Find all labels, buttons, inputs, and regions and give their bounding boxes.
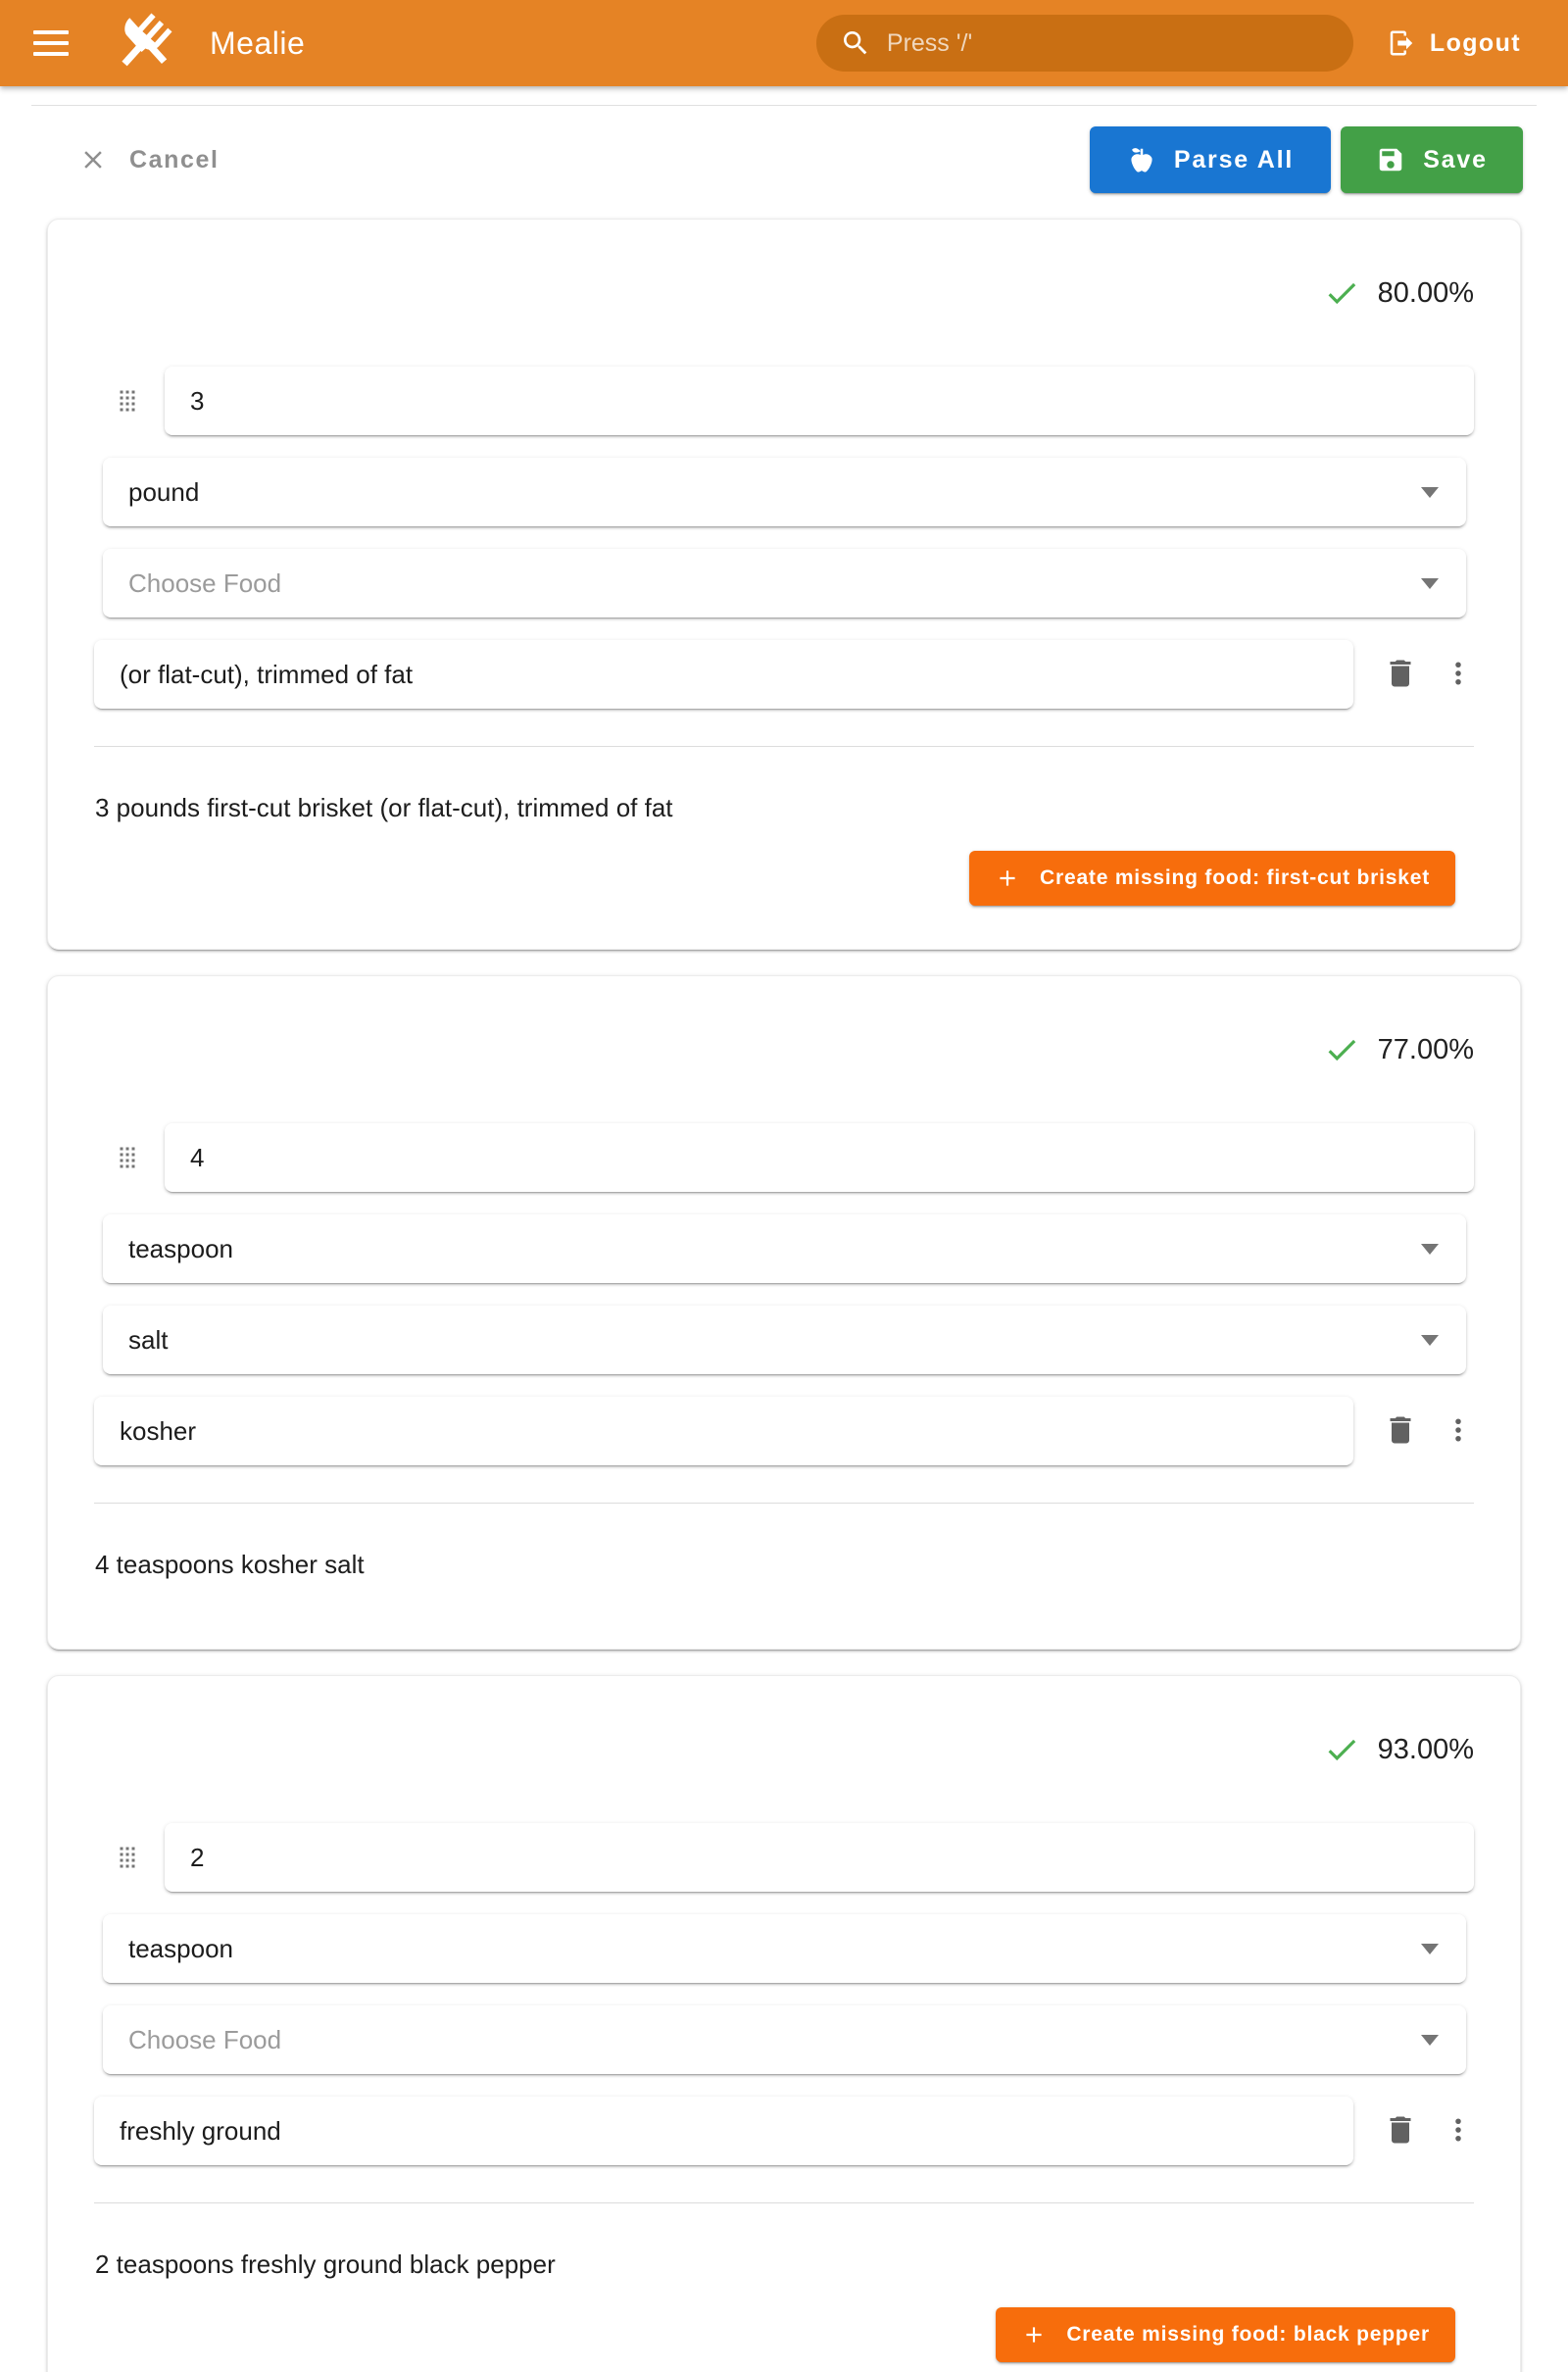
save-label: Save [1423, 145, 1488, 173]
card-divider [94, 2202, 1474, 2203]
trash-icon [1383, 1412, 1418, 1448]
cancel-button[interactable] [78, 145, 220, 174]
unit-select[interactable] [103, 458, 1466, 526]
quantity-input[interactable] [165, 1123, 1474, 1192]
create-food-row [48, 851, 1455, 906]
parse-all-label: Parse All [1173, 145, 1295, 173]
more-options-button[interactable] [1444, 659, 1473, 691]
menu-down-icon [1421, 2035, 1439, 2046]
apple-icon [1127, 145, 1156, 174]
check-icon [1323, 274, 1360, 312]
confidence-value: 93.00% [1377, 1733, 1474, 1765]
food-select-row [103, 1306, 1466, 1374]
original-ingredient-text: 4 teaspoons kosher salt [95, 1550, 365, 1579]
create-food-row [48, 2307, 1455, 2362]
kebab-menu-icon [1444, 2115, 1473, 2145]
drag-handle-icon[interactable] [110, 383, 145, 419]
confidence-row [48, 274, 1474, 312]
logout-icon [1387, 28, 1416, 58]
unit-select-row [103, 1914, 1466, 1983]
unit-select-row [103, 1214, 1466, 1283]
delete-ingredient-button[interactable] [1383, 1412, 1418, 1451]
create-missing-food-button[interactable] [996, 2307, 1455, 2362]
unit-select[interactable] [103, 1914, 1466, 1983]
food-select[interactable] [103, 2005, 1466, 2074]
delete-ingredient-button[interactable] [1383, 2112, 1418, 2150]
app-header [0, 0, 1568, 86]
food-select[interactable] [103, 549, 1466, 618]
menu-icon[interactable] [33, 30, 69, 56]
menu-down-icon [1421, 1244, 1439, 1255]
note-row [94, 1397, 1473, 1465]
parser-toolbar [78, 126, 1523, 193]
confidence-row [48, 1031, 1474, 1068]
food-select[interactable] [103, 1306, 1466, 1374]
trash-icon [1383, 656, 1418, 691]
unit-select[interactable] [103, 1214, 1466, 1283]
menu-down-icon [1421, 578, 1439, 589]
more-options-button[interactable] [1444, 2115, 1473, 2148]
menu-down-icon [1421, 1335, 1439, 1346]
quantity-input[interactable] [165, 367, 1474, 435]
kebab-menu-icon [1444, 1415, 1473, 1445]
more-options-button[interactable] [1444, 1415, 1473, 1448]
card-divider [94, 1503, 1474, 1504]
check-icon [1323, 1731, 1360, 1768]
note-input[interactable] [94, 2097, 1353, 2165]
card-divider [94, 746, 1474, 747]
parse-all-button[interactable] [1090, 126, 1331, 193]
kebab-menu-icon [1444, 659, 1473, 688]
menu-down-icon [1421, 1944, 1439, 1954]
note-input[interactable] [94, 640, 1353, 709]
ingredient-card [47, 975, 1521, 1650]
save-button[interactable] [1341, 126, 1523, 193]
create-missing-food-button[interactable] [969, 851, 1455, 906]
plus-icon [1021, 2322, 1047, 2347]
drag-handle-icon[interactable] [110, 1840, 145, 1875]
delete-ingredient-button[interactable] [1383, 656, 1418, 694]
original-ingredient-text: 3 pounds first-cut brisket (or flat-cut), trimmed of fat [95, 793, 673, 822]
quantity-input[interactable] [165, 1823, 1474, 1892]
note-row [94, 2097, 1473, 2165]
logout-label: Logout [1429, 28, 1521, 57]
close-icon [78, 145, 108, 174]
drag-handle-icon[interactable] [110, 1140, 145, 1175]
original-ingredient-text: 2 teaspoons freshly ground black pepper [95, 2249, 556, 2279]
menu-down-icon [1421, 487, 1439, 498]
ingredient-card [47, 1675, 1521, 2372]
search-bar[interactable] [816, 15, 1353, 72]
note-input[interactable] [94, 1397, 1353, 1465]
app-title: Mealie [210, 25, 306, 61]
save-icon [1376, 145, 1405, 174]
create-missing-food-label: Create missing food: black pepper [1066, 2323, 1430, 2346]
quantity-row [110, 1123, 1474, 1192]
plus-icon [995, 865, 1020, 891]
trash-icon [1383, 2112, 1418, 2148]
food-select-row [103, 2005, 1466, 2074]
confidence-value: 80.00% [1377, 276, 1474, 309]
search-icon [840, 27, 871, 59]
confidence-value: 77.00% [1377, 1033, 1474, 1065]
parser-page [0, 105, 1568, 2372]
cancel-label: Cancel [129, 145, 220, 173]
mealie-silverware-logo [110, 10, 176, 76]
unit-select-row [103, 458, 1466, 526]
header-divider [31, 105, 1537, 106]
create-missing-food-label: Create missing food: first-cut brisket [1040, 866, 1430, 889]
food-select-row [103, 549, 1466, 618]
quantity-row [110, 367, 1474, 435]
search-input[interactable] [887, 29, 1330, 58]
note-row [94, 640, 1473, 709]
confidence-row [48, 1731, 1474, 1768]
logout-button[interactable] [1379, 12, 1529, 74]
ingredient-card [47, 219, 1521, 950]
check-icon [1323, 1031, 1360, 1068]
quantity-row [110, 1823, 1474, 1892]
